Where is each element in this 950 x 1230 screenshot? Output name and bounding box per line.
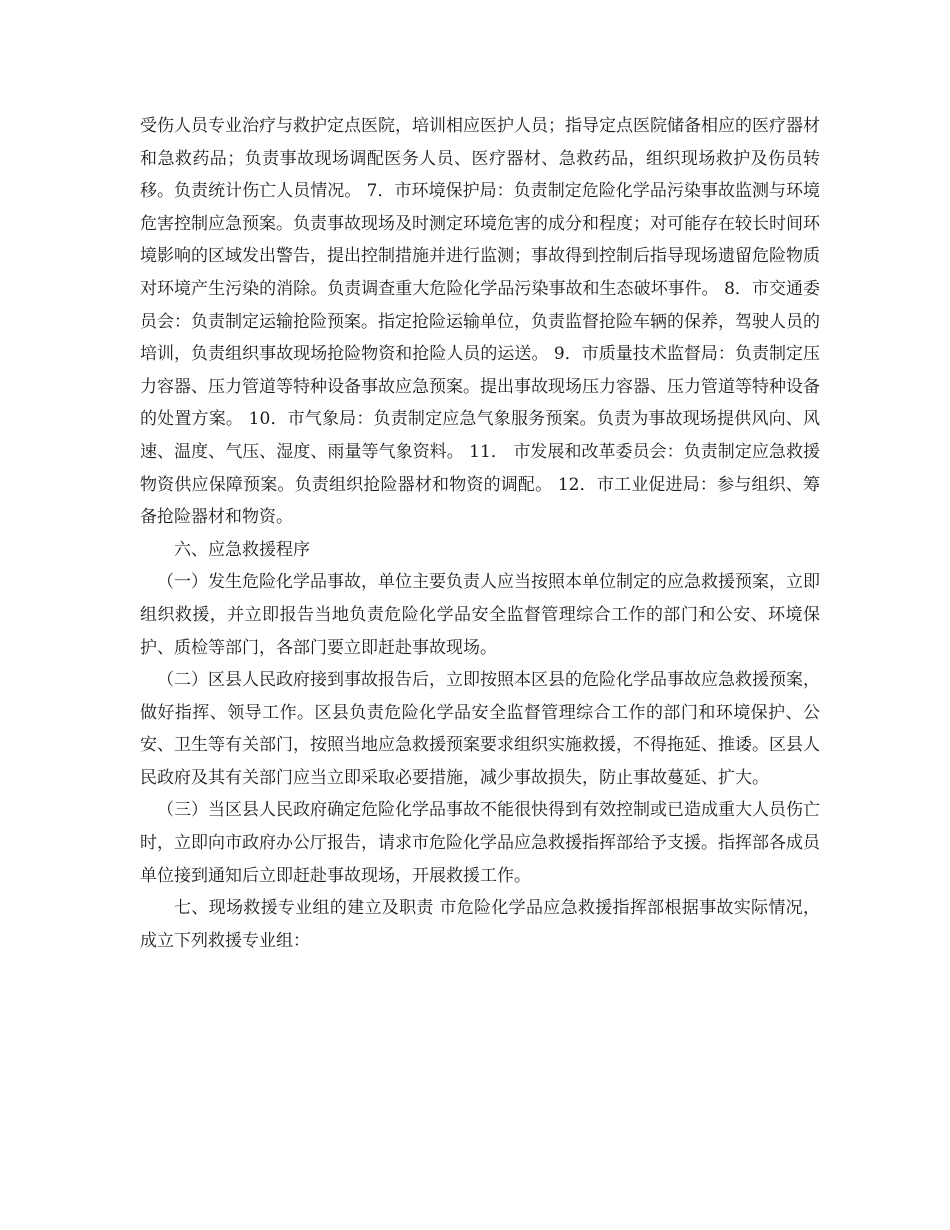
paragraph-procedure-3: （三）当区县人民政府确定危险化学品事故不能很快得到有效控制或已造成重大人员伤亡时，立即向市政府办公厅报告，请求市危险化学品应急救援指挥部给予支援。指挥部各成员单位接到通知后立即赶赴事故现场，开展救援工作。 <box>140 800 820 886</box>
paragraph-procedure-1: （一）发生危险化学品事故，单位主要负责人应当按照本单位制定的应急救援预案，立即组织救援，并立即报告当地负责危险化学品安全监督管理综合工作的部门和公安、环境保护、质检等部门，各部门要立即赶赴事故现场。 <box>140 572 820 658</box>
paragraph-procedure-2: （二）区县人民政府接到事故报告后，立即按照本区县的危险化学品事故应急救援预案，做好指挥、领导工作。区县负责危险化学品安全监督管理综合工作的部门和环境保护、公安、卫生等有关部门，按照当地应急救援预案要求组织实施救援，不得拖延、推诿。区县人民政府及其有关部门应当立即采取必要措施，减少事故损失，防止事故蔓延、扩大。 <box>140 670 820 788</box>
heading-rescue-teams: 七、现场救援专业组的建立及职责 市危险化学品应急救援指挥部根据事故实际情况，成立下列救援专业组： <box>140 898 820 951</box>
heading-emergency-procedure: 六、应急救援程序 <box>174 539 310 560</box>
document-page <box>140 110 820 957</box>
paragraph-duties-continued: 受伤人员专业治疗与救护定点医院，培训相应医护人员；指导定点医院储备相应的医疗器材和急救药品；负责事故现场调配医务人员、医疗器材、急救药品，组织现场救护及伤员转移。负责统计伤亡人员情况。 7．市环境保护局：负责制定危险化学品污染事故监测与环境危害控制应急预案。负责事故现场及时测定环境危害的成分和程度；对可能存在较长时间环境影响的区域发出警告，提出控制措施并进行监测；事故得到控制后指导现场遗留危险物质对环境产生污染的消除。负责调查重大危险化学品污染事故和生态破坏事件。 8．市交通委员会：负责制定运输抢险预案。指定抢险运输单位，负责监督抢险车辆的保养，驾驶人员的培训，负责组织事故现场抢险物资和抢险人员的运送。 9．市质量技术监督局：负责制定压力容器、压力管道等特种设备事故应急预案。提出事故现场压力容器、压力管道等特种设备的处置方案。 10．市气象局：负责制定应急气象服务预案。负责为事故现场提供风向、风速、温度、气压、湿度、雨量等气象资料。 11． 市发展和改革委员会：负责制定应急救援物资供应保障预案。负责组织抢险器材和物资的调配。 12．市工业促进局：参与组织、筹备抢险器材和物资。 <box>140 116 820 528</box>
